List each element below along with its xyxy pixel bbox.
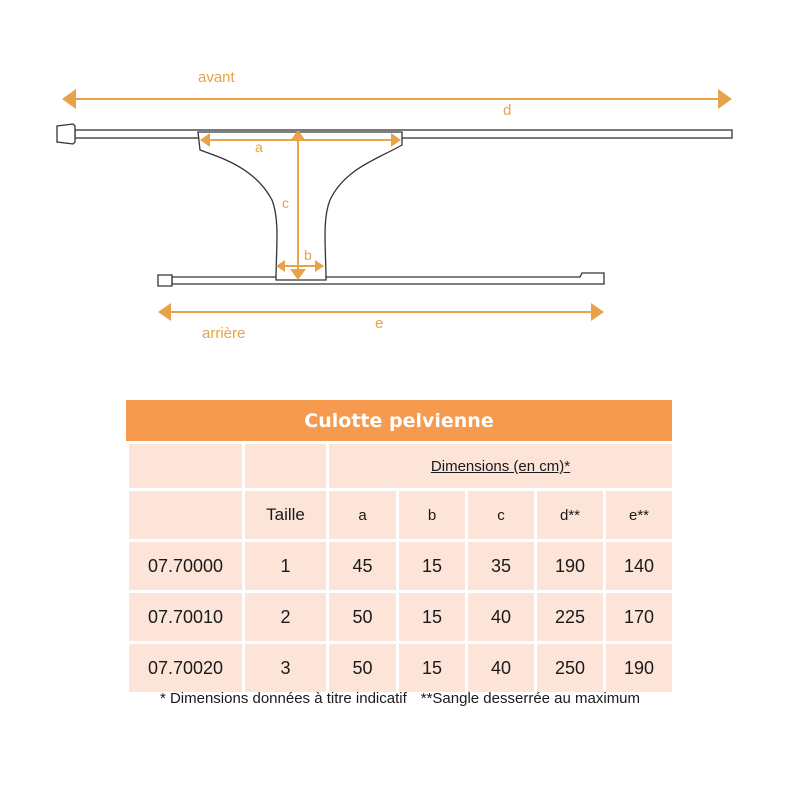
column-header-taille: Taille	[244, 490, 328, 541]
e-cell: 190	[605, 643, 674, 694]
reference-cell: 07.70000	[128, 541, 244, 592]
label-arriere: arrière	[202, 325, 246, 342]
c-cell: 40	[467, 592, 536, 643]
size-table	[126, 400, 672, 695]
taille-cell: 1	[244, 541, 328, 592]
dimension-d	[62, 89, 732, 109]
a-cell: 50	[328, 643, 398, 694]
footnote-indicative: * Dimensions données à titre indicatif	[159, 690, 407, 707]
footnote-strap: **Sangle desserrée au maximum	[420, 690, 641, 707]
table-row	[128, 541, 674, 592]
c-cell: 40	[467, 643, 536, 694]
taille-cell: 2	[244, 592, 328, 643]
reference-cell: 07.70020	[128, 643, 244, 694]
table-row	[128, 592, 674, 643]
empty-cell	[128, 443, 244, 490]
d-cell: 190	[536, 541, 605, 592]
column-header-b: b	[398, 490, 467, 541]
table-row	[128, 643, 674, 694]
b-cell: 15	[398, 541, 467, 592]
label-e: e	[375, 315, 384, 332]
column-header-d: d**	[536, 490, 605, 541]
table-title: Culotte pelvienne	[126, 400, 672, 441]
dimensions-header: Dimensions (en cm)*	[328, 443, 674, 490]
reference-cell: 07.70010	[128, 592, 244, 643]
e-cell: 170	[605, 592, 674, 643]
footnote	[0, 690, 800, 707]
empty-cell	[244, 443, 328, 490]
label-d: d	[503, 102, 512, 119]
c-cell: 35	[467, 541, 536, 592]
taille-cell: 3	[244, 643, 328, 694]
d-cell: 250	[536, 643, 605, 694]
a-cell: 50	[328, 592, 398, 643]
b-cell: 15	[398, 643, 467, 694]
a-cell: 45	[328, 541, 398, 592]
e-cell: 140	[605, 541, 674, 592]
column-header-e: e**	[605, 490, 674, 541]
rear-strap	[158, 273, 604, 286]
label-a: a	[255, 139, 263, 155]
column-header-c: c	[467, 490, 536, 541]
d-cell: 225	[536, 592, 605, 643]
label-c: c	[282, 195, 289, 211]
label-b: b	[304, 247, 312, 263]
column-header-a: a	[328, 490, 398, 541]
b-cell: 15	[398, 592, 467, 643]
pelvic-shape	[198, 132, 402, 280]
empty-cell	[128, 490, 244, 541]
label-avant: avant	[198, 69, 235, 86]
harness-diagram	[0, 0, 800, 360]
